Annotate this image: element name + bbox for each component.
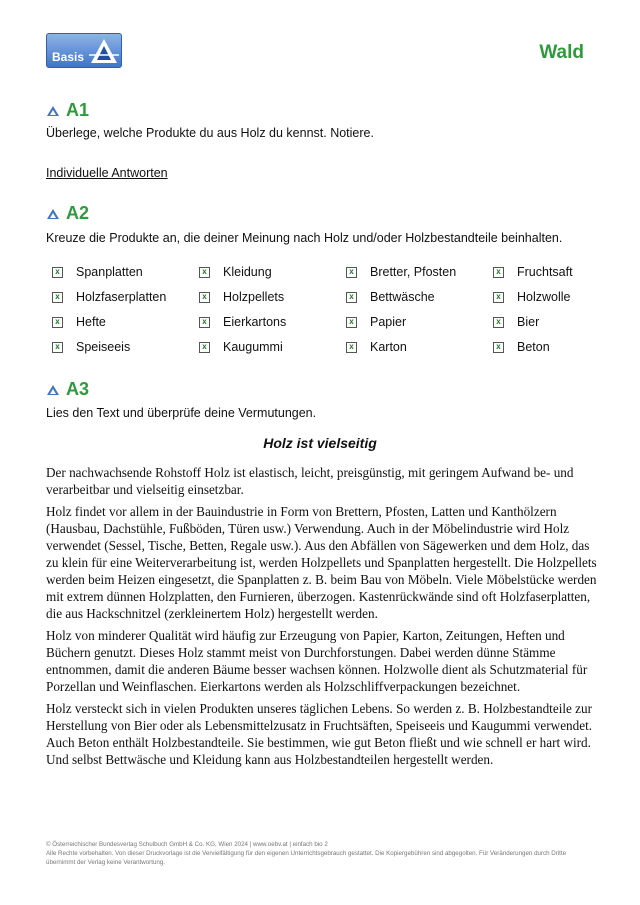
checklist-item-label: Bier: [517, 315, 540, 329]
checklist-item: [52, 314, 199, 330]
basis-triangle-icon: [46, 384, 60, 396]
checklist-item-label: Spanplatten: [76, 265, 143, 279]
basis-triangle-icon: [46, 105, 60, 117]
page-title: Wald: [539, 42, 584, 63]
checklist-item: [493, 339, 592, 355]
task-a3-heading: [46, 379, 89, 400]
checkbox-checked-icon[interactable]: x: [199, 292, 210, 303]
footer-rights: Alle Rechte vorbehalten. Von dieser Druckvorlage ist die Vervielfältigung für den eigenen Unterrichtsgebrauch gestattet. Die Kopiergebühren sind abgegolten. Für Veränderungen durch Dritte übernimmt der Verlag keine Verantwortung.: [46, 850, 567, 866]
checkbox-checked-icon[interactable]: x: [493, 267, 504, 278]
footer: [46, 840, 586, 867]
checklist-item-label: Bettwäsche: [370, 290, 435, 304]
checklist-item-label: Kleidung: [223, 265, 272, 279]
logo-text: Basis: [52, 50, 85, 64]
task-a3-text: Lies den Text und überprüfe deine Vermutungen.: [46, 406, 317, 420]
article-paragraph: Der nachwachsende Rohstoff Holz ist elastisch, leicht, preisgünstig, mit geringem Aufwand be- und verarbeitbar und vielseitig einsetzbar.: [46, 465, 574, 497]
footer-copyright: © Österreichischer Bundesverlag Schulbuch GmbH & Co. KG, Wien 2024 | www.oebv.at | einfach bio 2: [46, 841, 328, 848]
checklist-item: [346, 289, 493, 305]
checkbox-checked-icon[interactable]: x: [52, 342, 63, 353]
checkbox-checked-icon[interactable]: x: [493, 292, 504, 303]
checkbox-checked-icon[interactable]: x: [346, 267, 357, 278]
checkbox-checked-icon[interactable]: x: [346, 317, 357, 328]
checkbox-checked-icon[interactable]: x: [199, 267, 210, 278]
article-paragraph: Holz von minderer Qualität wird häufig zur Erzeugung von Papier, Karton, Zeitungen, Heften und Büchern genutzt. Dieses Holz stammt meist von Durchforstungen. Dabei werden dünne Stämme entnommen, damit die anderen Bäume besser wachsen können. Holzwolle dient als Schutzmaterial für Porzellan und Weinflaschen. Eierkartons werden als Holzschliffverpackungen bezeichnet.: [46, 628, 588, 694]
checklist-item: [346, 264, 493, 280]
checkbox-checked-icon[interactable]: x: [199, 317, 210, 328]
checkbox-checked-icon[interactable]: x: [346, 342, 357, 353]
task-a1-heading: [46, 100, 89, 121]
checkbox-checked-icon[interactable]: x: [52, 292, 63, 303]
checklist-item: [199, 314, 346, 330]
checklist-item: [199, 289, 346, 305]
checklist-item: [52, 339, 199, 355]
article-paragraph: Holz versteckt sich in vielen Produkten unseres täglichen Lebens. So werden z. B. Holzbestandteile zur Herstellung von Bier oder als Lebensmittelzusatz in Fruchtsäften, Speiseeis und Kaugummi verwendet. Auch Beton enthält Holzbestandteile. Sie bestimmen, wie gut Beton fließt und wie schnell er hart wird. Und selbst Bettwäsche und Kleidung kann aus Holzbestandteilen hergestellt werden.: [46, 701, 593, 767]
checklist-item-label: Bretter, Pfosten: [370, 265, 457, 279]
checklist-item: [493, 314, 592, 330]
checklist-item-label: Kaugummi: [223, 340, 283, 354]
checklist-item: [199, 264, 346, 280]
checklist-item-label: Eierkartons: [223, 315, 287, 329]
basis-logo: [46, 33, 122, 68]
triangle-logo-icon: [89, 37, 119, 65]
checkbox-checked-icon[interactable]: x: [493, 342, 504, 353]
checklist-item-label: Fruchtsaft: [517, 265, 573, 279]
checklist-item-label: Beton: [517, 340, 550, 354]
checklist-item: [493, 264, 592, 280]
answer-text: Individuelle Antworten: [46, 166, 168, 180]
task-a1-label: A1: [66, 100, 90, 120]
checklist-item-label: Holzfaserplatten: [76, 290, 167, 304]
checklist-item: [493, 289, 592, 305]
checkbox-checked-icon[interactable]: x: [52, 317, 63, 328]
checklist-item: [346, 339, 493, 355]
task-a3-label: A3: [66, 379, 90, 399]
task-a2-label: A2: [66, 203, 90, 223]
product-checklist: [52, 264, 592, 355]
checklist-item-label: Karton: [370, 340, 407, 354]
checklist-item-label: Papier: [370, 315, 407, 329]
article-paragraph: Holz findet vor allem in der Bauindustrie in Form von Brettern, Pfosten, Latten und Kanthölzern (Hausbau, Dachstühle, Fußböden, Türen usw.) Verwendung. Auch in der Möbelindustrie wird Holz verwendet (Sessel, Tische, Betten, Regale usw.). Aus den Abfällen von Sägewerken und dem Holz, das zu klein für eine Weiterverarbeitung ist, werden Holzpellets und Spanplatten hergestellt. Die Holzpellets werden beim Heizen eingesetzt, die Spanplatten z. B. beim Bau von Möbeln. Viele Möbelstücke werden mit extrem dünnen Holzplatten, den Furnieren, überzogen. Kastenrückwände sind oft Holzfaserplatten, die aus Hackschnitzel (zerkleinertem Holz) hergestellt werden.: [46, 504, 597, 621]
task-a2-text: Kreuze die Produkte an, die deiner Meinung nach Holz und/oder Holzbestandteile beinhalten.: [46, 231, 563, 245]
article-title: Holz ist vielseitig: [263, 435, 377, 451]
checklist-item: [199, 339, 346, 355]
task-a1-text: Überlege, welche Produkte du aus Holz du kennst. Notiere.: [46, 126, 374, 140]
checkbox-checked-icon[interactable]: x: [199, 342, 210, 353]
checklist-item-label: Holzpellets: [223, 290, 285, 304]
task-a2-heading: [46, 203, 89, 224]
checkbox-checked-icon[interactable]: x: [52, 267, 63, 278]
checkbox-checked-icon[interactable]: x: [493, 317, 504, 328]
checklist-item-label: Hefte: [76, 315, 106, 329]
checklist-item-label: Holzwolle: [517, 290, 571, 304]
basis-triangle-icon: [46, 208, 60, 220]
checklist-item: [52, 289, 199, 305]
checklist-item: [52, 264, 199, 280]
article-body: [46, 464, 598, 773]
checklist-item-label: Speiseeis: [76, 340, 131, 354]
checkbox-checked-icon[interactable]: x: [346, 292, 357, 303]
checklist-item: [346, 314, 493, 330]
